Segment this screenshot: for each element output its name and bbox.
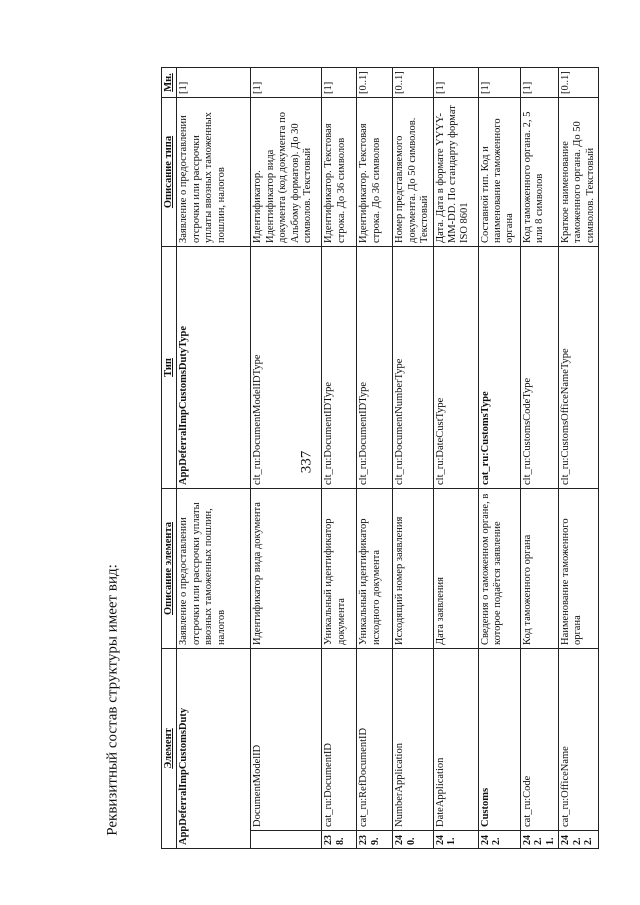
row-number: 242.1. xyxy=(520,831,558,849)
row-element: DateApplication xyxy=(433,649,478,831)
row-number: 240. xyxy=(393,831,433,849)
row-type-description: Код таможенного органа. 2, 5 или 8 символов xyxy=(520,98,558,247)
row-type-description: Дата. Дата в формате YYYY-MM-DD. По стандарту формат ISO 8601 xyxy=(433,98,478,247)
row-number: 242. xyxy=(478,831,520,849)
row-type: clt_ru:DocumentNumberType xyxy=(393,247,433,489)
row-number: 241. xyxy=(433,831,478,849)
row-multiplicity: [0..1] xyxy=(393,68,433,98)
row-description: Исходящий номер заявления xyxy=(393,489,433,649)
page-number: 337 xyxy=(298,450,315,474)
row-type-description: Заявление о предоставлении отсрочки или рассрочки уплаты ввозных таможенных пошлин, налогов xyxy=(177,98,251,247)
table-row xyxy=(433,68,478,849)
header-element: Элемент xyxy=(162,649,177,849)
table-header-row xyxy=(162,68,177,849)
row-description: Заявление о предоставлении отсрочки или рассрочки уплаты ввозных таможенных пошлин, налогов xyxy=(177,489,251,649)
row-element: cat_ru:RefDocumentID xyxy=(357,649,393,831)
requisites-table xyxy=(161,67,599,849)
row-description: Идентификатор вида документа xyxy=(251,489,322,649)
row-multiplicity: [0..1] xyxy=(357,68,393,98)
row-description: Сведения о таможенном органе, в которое подаётся заявление xyxy=(478,489,520,649)
row-multiplicity: [1] xyxy=(251,68,322,98)
row-element: Customs xyxy=(478,649,520,831)
table-row xyxy=(520,68,558,849)
row-multiplicity: [1] xyxy=(520,68,558,98)
row-description: Уникальный идентификатор исходного документа xyxy=(357,489,393,649)
row-element: DocumentModelID xyxy=(251,649,322,831)
row-number: 238. xyxy=(322,831,357,849)
row-description: Дата заявления xyxy=(433,489,478,649)
table-row xyxy=(251,68,322,849)
row-multiplicity: [0..1] xyxy=(558,68,598,98)
row-type-description: Составной тип. Код и наименование таможенного органа xyxy=(478,98,520,247)
row-multiplicity: [1] xyxy=(177,68,251,98)
header-type-description: Описание типа xyxy=(162,98,177,247)
row-element: AppDeferralImpCustomsDuty xyxy=(177,649,251,849)
row-element: cat_ru:Code xyxy=(520,649,558,831)
table-caption: Реквизитный состав структуры имеет вид: xyxy=(104,564,121,836)
row-multiplicity: [1] xyxy=(433,68,478,98)
row-type: AppDeferralImpCustomsDutyType xyxy=(177,247,251,489)
row-multiplicity: [1] xyxy=(322,68,357,98)
row-type: clt_ru:DateCustType xyxy=(433,247,478,489)
row-type-description: Идентификатор. Текстовая строка. До 36 символов xyxy=(357,98,393,247)
requisites-table-container xyxy=(161,68,596,849)
row-type-description: Номер представляемого документа. До 50 символов. Текстовый xyxy=(393,98,433,247)
table-row xyxy=(393,68,433,849)
row-number: 242.2. xyxy=(558,831,598,849)
row-type: clt_ru:CustomsCodeType xyxy=(520,247,558,489)
row-type: clt_ru:CustomsOfficeNameType xyxy=(558,247,598,489)
row-type: clt_ru:DocumentModelIDType xyxy=(251,247,322,489)
row-multiplicity: [1] xyxy=(478,68,520,98)
row-element: cat_ru:OfficeName xyxy=(558,649,598,831)
header-description: Описание элемента xyxy=(162,489,177,649)
row-type-description: Идентификатор. Идентификатор вида документа (код документа по Альбому форматов). До 30 символов. Текстовый xyxy=(251,98,322,247)
row-element: NumberApplication xyxy=(393,649,433,831)
row-description: Код таможенного органа xyxy=(520,489,558,649)
table-row xyxy=(357,68,393,849)
header-type: Тип xyxy=(162,247,177,489)
row-description: Наименование таможенного органа xyxy=(558,489,598,649)
row-type: clt_ru:DocumentIDType xyxy=(322,247,357,489)
table-row xyxy=(558,68,598,849)
table-row xyxy=(478,68,520,849)
row-type: clt_ru:DocumentIDType xyxy=(357,247,393,489)
header-multiplicity: Мн. xyxy=(162,68,177,98)
row-type-description: Краткое наименование таможенного органа. До 50 символов. Текстовый xyxy=(558,98,598,247)
row-element: cat_ru:DocumentID xyxy=(322,649,357,831)
table-row xyxy=(322,68,357,849)
row-number xyxy=(251,831,322,849)
row-type: cat_ru:CustomsType xyxy=(478,247,520,489)
row-type-description: Идентификатор. Текстовая строка. До 36 символов xyxy=(322,98,357,247)
table-row xyxy=(177,68,251,849)
row-number: 239. xyxy=(357,831,393,849)
row-description: Уникальный идентификатор документа xyxy=(322,489,357,649)
